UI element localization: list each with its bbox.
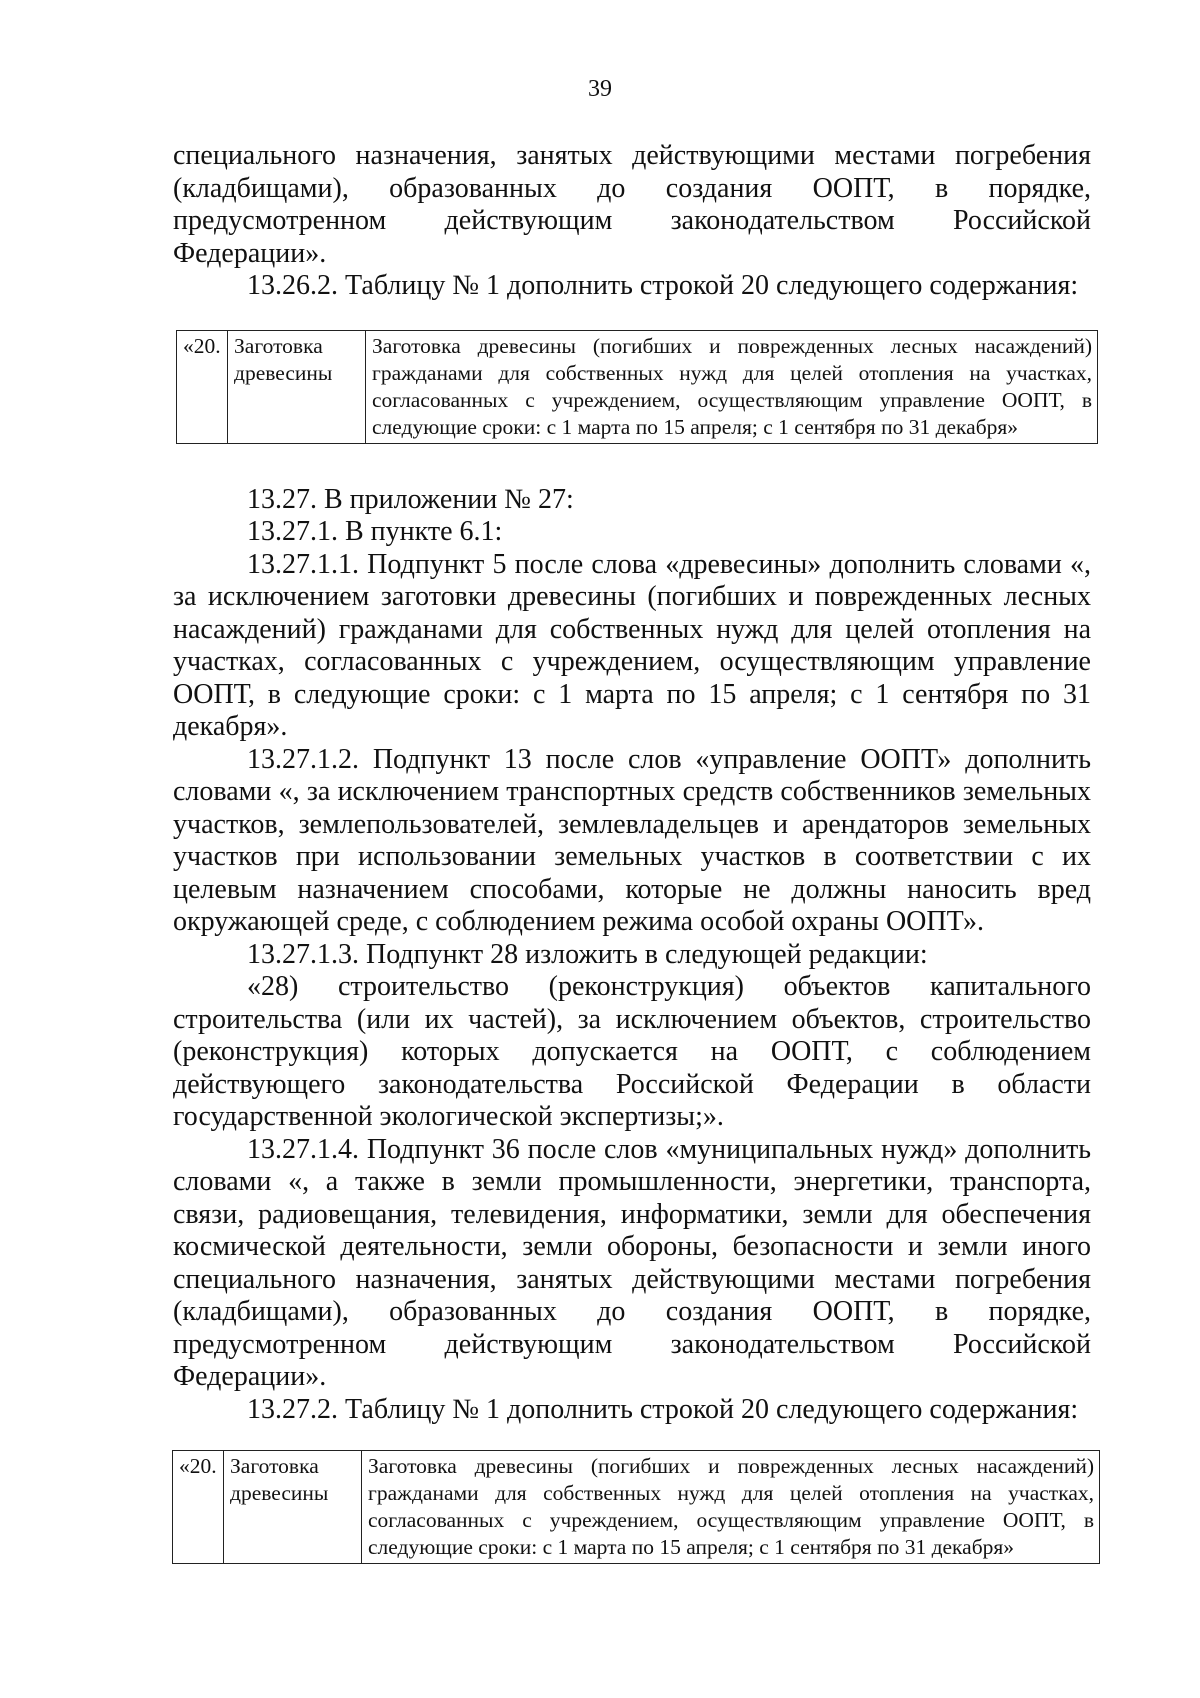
paragraph-13-27-1: 13.27.1. В пункте 6.1: <box>247 516 503 547</box>
table-row <box>173 1451 1100 1564</box>
table-row-20-first <box>176 330 1098 444</box>
row-number-cell: «20. <box>173 1451 224 1564</box>
document-body <box>173 140 1094 1564</box>
row-description-cell: Заготовка древесины (погибших и поврежденных лесных насаждений) гражданами для собственных нужд для целей отопления на участках, согласованных с учреждением, осуществляющим управление ООПТ, в следующие сроки: с 1 марта по 15 апреля; с 1 сентября по 31 декабря» <box>366 330 1098 443</box>
table-row <box>177 330 1098 443</box>
paragraph-13-27-1-3: 13.27.1.3. Подпункт 28 изложить в следующей редакции: <box>247 938 928 970</box>
row-name-cell: Заготовка древесины <box>224 1451 362 1564</box>
paragraph-13-27: 13.27. В приложении № 27: <box>247 483 574 515</box>
paragraph-13-27-1-2: 13.27.1.2. Подпункт 13 после слов «управление ООПТ» дополнить словами «, за исключением транспортных средств собственников земельных участков, землепользователей, землевладельцев и арендаторов земельных участков при использовании земельных участков в соответствии с их целевым назначением способами, которые не должны наносить вред окружающей среде, с соблюдением режима особой охраны ООПТ». <box>173 743 1091 937</box>
row-number-cell: «20. <box>177 330 228 443</box>
page-number: 39 <box>588 76 612 102</box>
row-name-cell: Заготовка древесины <box>228 330 366 443</box>
paragraph-subitem-28: «28) строительство (реконструкция) объектов капитального строительства (или их частей), за исключением объектов, строительство (реконструкция) которых допускается на ООПТ, с соблюдением действующего законодательства Российской Федерации в области государственной экологической экспертизы;». <box>173 971 1091 1132</box>
paragraph-13-27-2: 13.27.2. Таблицу № 1 дополнить строкой 20 следующего содержания: <box>247 1393 1079 1425</box>
paragraph-continuation: специального назначения, занятых действующими местами погребения (кладбищами), образованных до создания ООПТ, в порядке, предусмотренном действующим законодательством Российской Федерации». <box>173 140 1091 269</box>
paragraph-13-27-1-4: 13.27.1.4. Подпункт 36 после слов «муниципальных нужд» дополнить словами «, а также в земли промышленности, энергетики, транспорта, связи, радиовещания, телевидения, информатики, земли для обеспечения космической деятельности, земли обороны, безопасности и земли иного специального назначения, занятых действующими местами погребения (кладбищами), образованных до создания ООПТ, в порядке, предусмотренном действующим законодательством Российской Федерации». <box>173 1133 1091 1392</box>
row-description-cell: Заготовка древесины (погибших и поврежденных лесных насаждений) гражданами для собственных нужд для целей отопления на участках, согласованных с учреждением, осуществляющим управление ООПТ, в следующие сроки: с 1 марта по 15 апреля; с 1 сентября по 31 декабря» <box>362 1451 1100 1564</box>
table-row-20-second <box>172 1450 1100 1564</box>
paragraph-13-26-2: 13.26.2. Таблицу № 1 дополнить строкой 20 следующего содержания: <box>247 270 1079 301</box>
paragraph-13-27-1-1: 13.27.1.1. Подпункт 5 после слова «древесины» дополнить словами «, за исключением заготовки древесины (погибших и поврежденных лесных насаждений) гражданами для собственных нужд для целей отопления на участках, согласованных с учреждением, осуществляющим управление ООПТ, в следующие сроки: с 1 марта по 15 апреля; с 1 сентября по 31 декабря». <box>173 548 1091 742</box>
